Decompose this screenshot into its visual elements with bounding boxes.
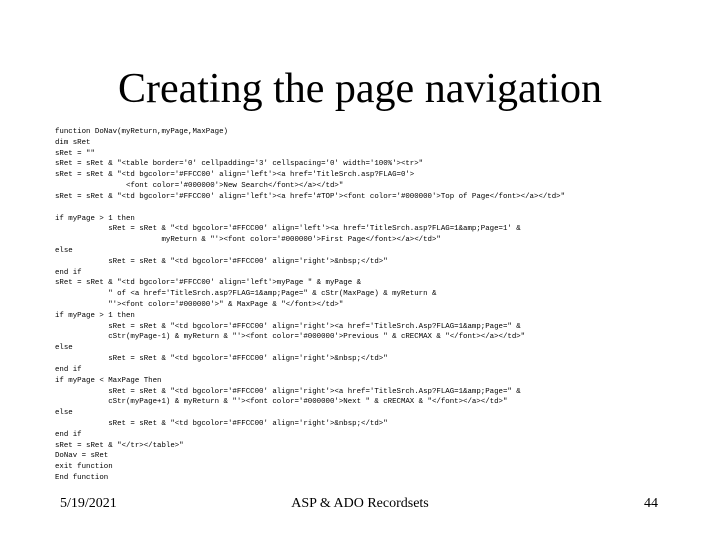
code-line: <font color='#000000'>New Search</font></a></td>" — [55, 182, 344, 191]
code-line: sRet = sRet & "<td bgcolor='#FFCC00' align='right'>&nbsp;</td>" — [55, 257, 388, 266]
code-line: end if — [55, 365, 82, 374]
slide-title: Creating the page navigation — [117, 66, 602, 112]
code-line: else — [55, 409, 73, 418]
code-line: sRet = sRet & "<td bgcolor='#FFCC00' align='right'>&nbsp;</td>" — [55, 419, 388, 428]
footer-title: ASP & ADO Recordsets — [291, 496, 429, 511]
code-line: if myPage > 1 then — [55, 214, 135, 223]
code-line: sRet = "" — [55, 149, 95, 158]
code-line: if myPage > 1 then — [55, 311, 135, 320]
code-block — [55, 127, 565, 484]
code-line: sRet = sRet & "<td bgcolor='#FFCC00' align='left'><a href='TitleSrch.asp?FLAG=0'> — [55, 171, 415, 180]
code-line — [55, 203, 565, 214]
code-line: " of <a href='TitleSrch.asp?FLAG=1&amp;Page=" & cStr(MaxPage) & myReturn & — [55, 290, 437, 299]
code-line: myReturn & "'><font color='#000000'>First Page</font></a></td>" — [55, 236, 441, 245]
code-line: end if — [55, 268, 82, 277]
code-line: else — [55, 344, 73, 353]
code-line: sRet = sRet & "</tr></table>" — [55, 441, 184, 450]
footer-date: 5/19/2021 — [60, 496, 117, 511]
code-line: sRet = sRet & "<td bgcolor='#FFCC00' align='right'><a href='TitleSrch.Asp?FLAG=1&amp;Page=" & — [55, 387, 521, 396]
code-line: sRet = sRet & "<td bgcolor='#FFCC00' align='left'><a href='TitleSrch.asp?FLAG=1&amp;Page=1' & — [55, 225, 521, 234]
code-line: cStr(myPage+1) & myReturn & "'><font color='#000000'>Next " & cRECMAX & "</font></a></td>" — [55, 398, 508, 407]
code-line: sRet = sRet & "<td bgcolor='#FFCC00' align='right'><a href='TitleSrch.Asp?FLAG=1&amp;Page=" & — [55, 322, 521, 331]
code-line: function DoNav(myReturn,myPage,MaxPage) — [55, 128, 228, 136]
code-line: sRet = sRet & "<td bgcolor='#FFCC00' align='left'>myPage " & myPage & — [55, 279, 362, 288]
code-line: if myPage < MaxPage Then — [55, 376, 162, 385]
code-line: sRet = sRet & "<table border='0' cellpadding='3' cellspacing='0' width='100%'><tr>" — [55, 160, 424, 169]
code-line: cStr(myPage-1) & myReturn & "'><font color='#000000'>Previous " & cRECMAX & "</font></a></td>" — [55, 333, 526, 342]
code-line: DoNav = sRet — [55, 452, 109, 461]
code-line: exit function — [55, 463, 113, 472]
code-line: sRet = sRet & "<td bgcolor='#FFCC00' align='left'><a href='#TOP'><font color='#000000'>Top of Page</font></a></td>" — [55, 192, 566, 201]
code-line: sRet = sRet & "<td bgcolor='#FFCC00' align='right'>&nbsp;</td>" — [55, 355, 388, 364]
page-number: 44 — [644, 496, 658, 511]
code-line: end if — [55, 430, 82, 439]
code-line: else — [55, 246, 73, 255]
code-line: End function — [55, 474, 109, 482]
code-line: dim sRet — [55, 138, 91, 147]
code-line: "'><font color='#000000'>" & MaxPage & "</font></td>" — [55, 301, 344, 309]
